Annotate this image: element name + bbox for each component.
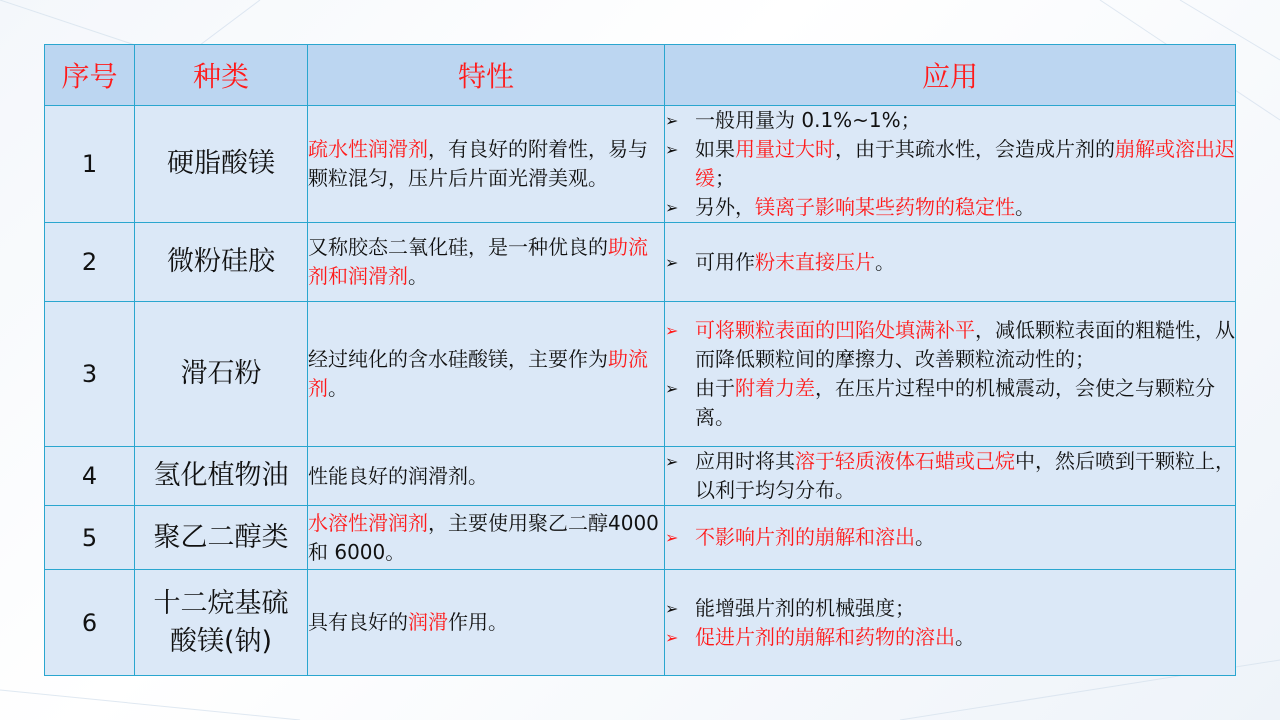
table-row [45, 223, 1236, 302]
kind-line: 酸镁(钠) [169, 625, 273, 657]
text-segment: 。 [915, 525, 935, 549]
bullet-item [665, 248, 1235, 277]
bullet-item [665, 374, 1235, 432]
table-row [45, 302, 1236, 447]
text-segment: ，减低颗粒表面的粗糙性，从而降低颗粒间的摩擦力、改善颗粒流动性的； [695, 318, 1235, 371]
bullet-arrow-icon: ➢ [665, 111, 679, 130]
row-property [308, 447, 665, 506]
row-number: 4 [45, 447, 135, 506]
row-kind: 氢化植物油 [135, 447, 308, 506]
highlight-text: 崩解或溶出迟缓 [695, 137, 1235, 190]
text-segment: 能增强片剂的机械强度； [695, 595, 915, 620]
text-segment: ； [715, 166, 735, 190]
bullet-arrow-icon: ➢ [665, 379, 679, 398]
row-application [665, 223, 1236, 302]
bullet-text [695, 193, 1235, 222]
bullet-text [695, 316, 1235, 374]
row-property [308, 223, 665, 302]
header-no: 序号 [45, 45, 135, 106]
text-segment: ，由于其疏水性，会造成片剂的 [835, 137, 1115, 161]
row-kind: 聚乙二醇类 [135, 506, 308, 570]
row-application [665, 506, 1236, 570]
highlight-text: 粉末直接压片 [755, 249, 875, 274]
highlight-text: 水溶性滑润剂 [308, 510, 428, 535]
row-number: 2 [45, 223, 135, 302]
text-segment: 中，然后喷到干颗粒上，以利于均匀分布。 [695, 449, 1235, 502]
table-row [45, 570, 1236, 676]
bullet-text [695, 623, 1235, 652]
lubricant-table [44, 44, 1236, 676]
highlight-text: 附着力差 [735, 376, 815, 400]
highlight-text: 助流剂 [308, 347, 648, 400]
highlight-text: 镁离子影响某些药物的稳定性 [755, 195, 1015, 219]
bullet-item [665, 193, 1235, 222]
highlight-text: 可将颗粒表面的凹陷处填满补平 [695, 318, 975, 342]
row-property [308, 506, 665, 570]
text-segment: 。 [328, 376, 348, 400]
bullet-item [665, 523, 1235, 552]
header-application: 应用 [665, 45, 1236, 106]
bullet-item [665, 316, 1235, 374]
highlight-text: 用量过大时 [735, 137, 835, 161]
row-application [665, 447, 1236, 506]
row-number: 3 [45, 302, 135, 447]
text-segment: 又称胶态二氧化硅，是一种优良的 [308, 235, 608, 259]
text-segment: 。 [955, 624, 975, 649]
bullet-item [665, 135, 1235, 193]
bullet-arrow-icon: ➢ [665, 452, 679, 471]
row-property [308, 106, 665, 223]
kind-line: 十二烷基硫 [153, 587, 289, 619]
text-segment: 作用。 [448, 610, 508, 634]
bullet-arrow-icon: ➢ [665, 627, 679, 647]
text-segment: 具有良好的 [308, 610, 408, 634]
bullet-arrow-icon: ➢ [665, 598, 679, 618]
text-segment: ，主要使用聚乙二醇4000 和 6000。 [308, 510, 659, 564]
text-segment: 可用作 [695, 249, 755, 274]
bullet-text [695, 248, 1235, 277]
text-segment: 。 [875, 249, 895, 274]
table-row [45, 106, 1236, 223]
bullet-item [665, 594, 1235, 623]
row-number: 1 [45, 106, 135, 223]
bullet-arrow-icon: ➢ [665, 198, 679, 217]
row-property [308, 302, 665, 447]
bullet-item [665, 447, 1235, 505]
text-segment: 如果 [695, 137, 735, 161]
header-row [45, 45, 1236, 106]
text-segment: 另外， [695, 195, 755, 219]
table-row [45, 447, 1236, 506]
bullet-arrow-icon: ➢ [665, 252, 679, 272]
bullet-text [695, 447, 1235, 505]
bullet-arrow-icon: ➢ [665, 528, 679, 547]
row-application [665, 302, 1236, 447]
row-kind: 硬脂酸镁 [135, 106, 308, 223]
bullet-item [665, 623, 1235, 652]
text-segment: ，有良好的附着性，易与颗粒混匀，压片后片面光滑美观。 [308, 137, 648, 190]
text-segment: 应用时将其 [695, 449, 795, 473]
text-segment: 。 [408, 264, 428, 288]
row-number: 5 [45, 506, 135, 570]
bullet-text [695, 106, 1235, 135]
header-kind: 种类 [135, 45, 308, 106]
bullet-text [695, 594, 1235, 623]
bullet-arrow-icon: ➢ [665, 321, 679, 340]
row-kind: 滑石粉 [135, 302, 308, 447]
highlight-text: 疏水性润滑剂 [308, 137, 428, 161]
row-number: 6 [45, 570, 135, 676]
highlight-text: 助流剂和润滑剂 [308, 235, 648, 288]
row-kind [135, 570, 308, 676]
row-application [665, 570, 1236, 676]
row-application [665, 106, 1236, 223]
text-segment: 。 [1015, 195, 1035, 219]
bullet-item [665, 106, 1235, 135]
bullet-text [695, 135, 1235, 193]
row-property [308, 570, 665, 676]
highlight-text: 不影响片剂的崩解和溶出 [695, 525, 915, 549]
text-segment: 由于 [695, 376, 735, 400]
text-segment: 经过纯化的含水硅酸镁，主要作为 [308, 347, 608, 371]
text-segment: ，在压片过程中的机械震动，会使之与颗粒分离。 [695, 376, 1215, 429]
highlight-text: 溶于轻质液体石蜡或己烷 [795, 449, 1015, 473]
table-row [45, 506, 1236, 570]
bullet-text [695, 523, 1235, 552]
row-kind: 微粉硅胶 [135, 223, 308, 302]
highlight-text: 润滑 [408, 610, 448, 634]
text-segment: 性能良好的润滑剂。 [308, 463, 488, 488]
header-property: 特性 [308, 45, 665, 106]
highlight-text: 促进片剂的崩解和药物的溶出 [695, 624, 955, 649]
bullet-arrow-icon: ➢ [665, 140, 679, 159]
text-segment: 一般用量为 0.1%~1%； [695, 108, 921, 132]
bullet-text [695, 374, 1235, 432]
